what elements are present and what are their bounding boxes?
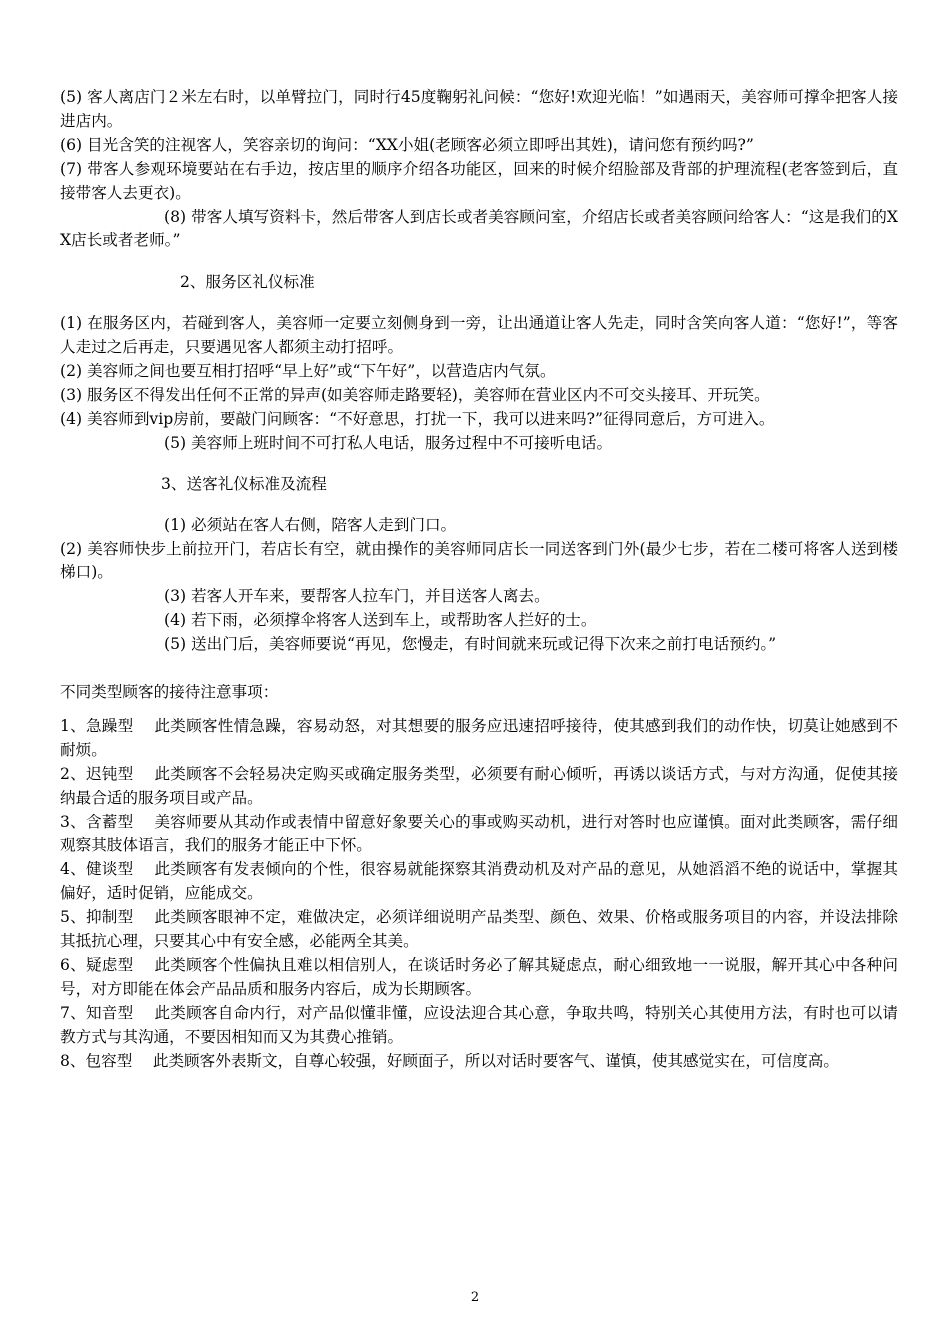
list-item: 1、急躁型 此类顾客性情急躁，容易动怒，对其想要的服务应迅速招呼接待，使其感到我们的动作快，切莫让她感到不耐烦。 [60, 716, 898, 759]
paragraph: (3) 若客人开车来，要帮客人拉车门，并目送客人离去。 [164, 587, 550, 606]
paragraph: (2) 美容师之间也要互相打招呼“早上好”或“下午好”，以营造店内气氛。 [60, 362, 556, 381]
list-item: 8、包容型 此类顾客外表斯文，自尊心较强，好顾面子，所以对话时要客气、谨慎，使其感觉实在，可信度高。 [60, 1051, 839, 1070]
section-greeting-steps [60, 86, 898, 253]
paragraph: (8) 带客人填写资料卡，然后带客人到店长或者美容顾问室，介绍店长或者美容顾问给客人：“这是我们的XX店长或者老师。” [60, 207, 898, 250]
paragraph: (7) 带客人参观环境要站在右手边，按店里的顺序介绍各功能区，回来的时候介绍脸部及背部的护理流程(老客签到后，直接带客人去更衣)。 [60, 159, 898, 202]
section-service-area [60, 312, 898, 455]
paragraph: (6) 目光含笑的注视客人，笑容亲切的询问：“XX小姐(老顾客必须立即呼出其姓)，请问您有预约吗?” [60, 135, 754, 154]
spacer [60, 657, 898, 681]
document-body [60, 86, 898, 1074]
spacer [60, 705, 898, 715]
list-item: 2、迟钝型 此类顾客不会轻易决定购买或确定服务类型，必须要有耐心倾听，再诱以谈话方式，与对方沟通，促使其接纳最合适的服务项目或产品。 [60, 764, 898, 807]
paragraph: (1) 在服务区内，若碰到客人，美容师一定要立刻侧身到一旁，让出通道让客人先走，同时含笑向客人道：“您好!”，等客人走过之后再走，只要遇见客人都须主动打招呼。 [60, 314, 898, 357]
paragraph: (5) 美容师上班时间不可打私人电话，服务过程中不可接听电话。 [164, 433, 613, 452]
section-farewell [60, 514, 898, 657]
page-number: 2 [470, 1290, 480, 1305]
list-item: 4、健谈型 此类顾客有发表倾向的个性，很容易就能探察其消费动机及对产品的意见，从她滔滔不绝的说话中，掌握其偏好，适时促销，应能成交。 [60, 860, 898, 903]
paragraph: (5) 客人离店门２米左右时，以单臂拉门，同时行45度鞠躬礼问候：“您好!欢迎光临！”如遇雨天，美容师可撑伞把客人接进店内。 [60, 88, 898, 130]
paragraph: (5) 送出门后，美容师要说“再见，您慢走，有时间就来玩或记得下次来之前打电话预约。” [164, 635, 777, 654]
list-item: 6、疑虑型 此类顾客个性偏执且难以相信别人，在谈话时务必了解其疑虑点，耐心细致地一一说服，解开其心中各种问号，对方即能在体会产品品质和服务内容后，成为长期顾客。 [60, 956, 898, 998]
section-heading: 不同类型顾客的接待注意事项： [60, 683, 279, 702]
section-customer-types [60, 715, 898, 1074]
list-item: 3、含蓄型 美容师要从其动作或表情中留意好象要关心的事或购买动机，进行对答时也应谨慎。面对此类顾客，需仔细观察其肢体语言，我们的服务才能正中下怀。 [60, 812, 898, 855]
list-item: 7、知音型 此类顾客自命内行，对产品似懂非懂，应设法迎合其心意，争取共鸣，特别关心其使用方法，有时也可以请教方式与其沟通，不要因相知而又为其费心推销。 [60, 1003, 898, 1046]
paragraph: (2) 美容师快步上前拉开门，若店长有空，就由操作的美容师同店长一同送客到门外(最少七步，若在二楼可将客人送到楼梯口)。 [60, 539, 898, 582]
paragraph: (3) 服务区不得发出任何不正常的异声(如美容师走路要轻)，美容师在营业区内不可交头接耳、开玩笑。 [60, 385, 770, 404]
paragraph: (1) 必须站在客人右侧，陪客人走到门口。 [164, 515, 457, 534]
paragraph: (4) 若下雨，必须撑伞将客人送到车上，或帮助客人拦好的士。 [164, 611, 597, 630]
section-heading: 2、服务区礼仪标准 [180, 273, 315, 292]
list-item: 5、抑制型 此类顾客眼神不定，难做决定，必须详细说明产品类型、颜色、效果、价格或服务项目的内容，并设法排除其抵抗心理，只要其心中有安全感，必能两全其美。 [60, 908, 898, 951]
paragraph: (4) 美容师到vip房前，要敲门问顾客：“不好意思，打扰一下，我可以进来吗?”征得同意后，方可进入。 [60, 409, 775, 428]
section-heading: 3、送客礼仪标准及流程 [161, 474, 327, 493]
